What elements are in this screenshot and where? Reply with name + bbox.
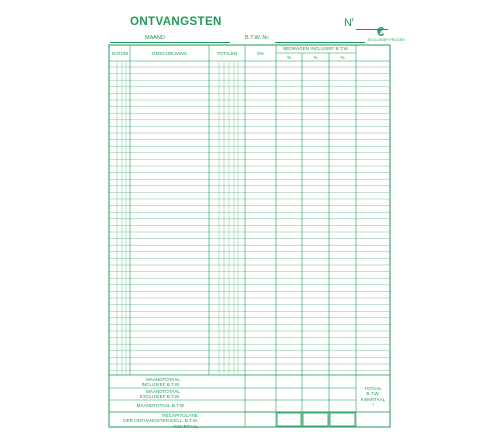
col-sub-pct-1: % <box>286 55 292 60</box>
col-totalen: TOTALEN <box>216 51 238 56</box>
page-title: ONTVANGSTEN <box>130 16 222 28</box>
maandtotaal-btw-label: MAANDTOTAAL B.T.W. <box>136 403 185 408</box>
recapitulatie-label: RECAPITULATIE DER ONTVANGSTEN EXCL. B.T.W. KWARTAAL <box>123 413 198 429</box>
ledger-frame <box>109 45 390 427</box>
totaal-kwartaal-label: TOTAAL B.T.W. KWARTAAL I <box>360 386 386 408</box>
maandtotaal-incl-label: MAANDTOTAAL INCLUSIEF B.T.W. <box>141 377 180 388</box>
col-datum: DATUM <box>112 51 128 56</box>
number-label: $N^r$ <box>344 17 354 29</box>
euro-note: EXCLUSIEF PRIJZEN <box>368 38 405 42</box>
col-sub-pct-3: % <box>340 55 345 60</box>
btw-number-label: B.T.W. Nr. <box>245 35 270 41</box>
col-omschrijving: OMSCHRIJVING <box>151 51 188 56</box>
euro-icon: € <box>377 24 385 39</box>
col-bedragen: BEDRAGEN INCLUSIEF B.T.W. <box>283 46 349 51</box>
maandtotaal-excl-label: MAANDTOTAAL EXCLUSIEF B.T.W. <box>139 389 180 400</box>
maand-label: MAAND <box>145 35 165 41</box>
col-pct: 0% <box>257 51 264 56</box>
col-sub-pct-2: % <box>313 55 318 60</box>
